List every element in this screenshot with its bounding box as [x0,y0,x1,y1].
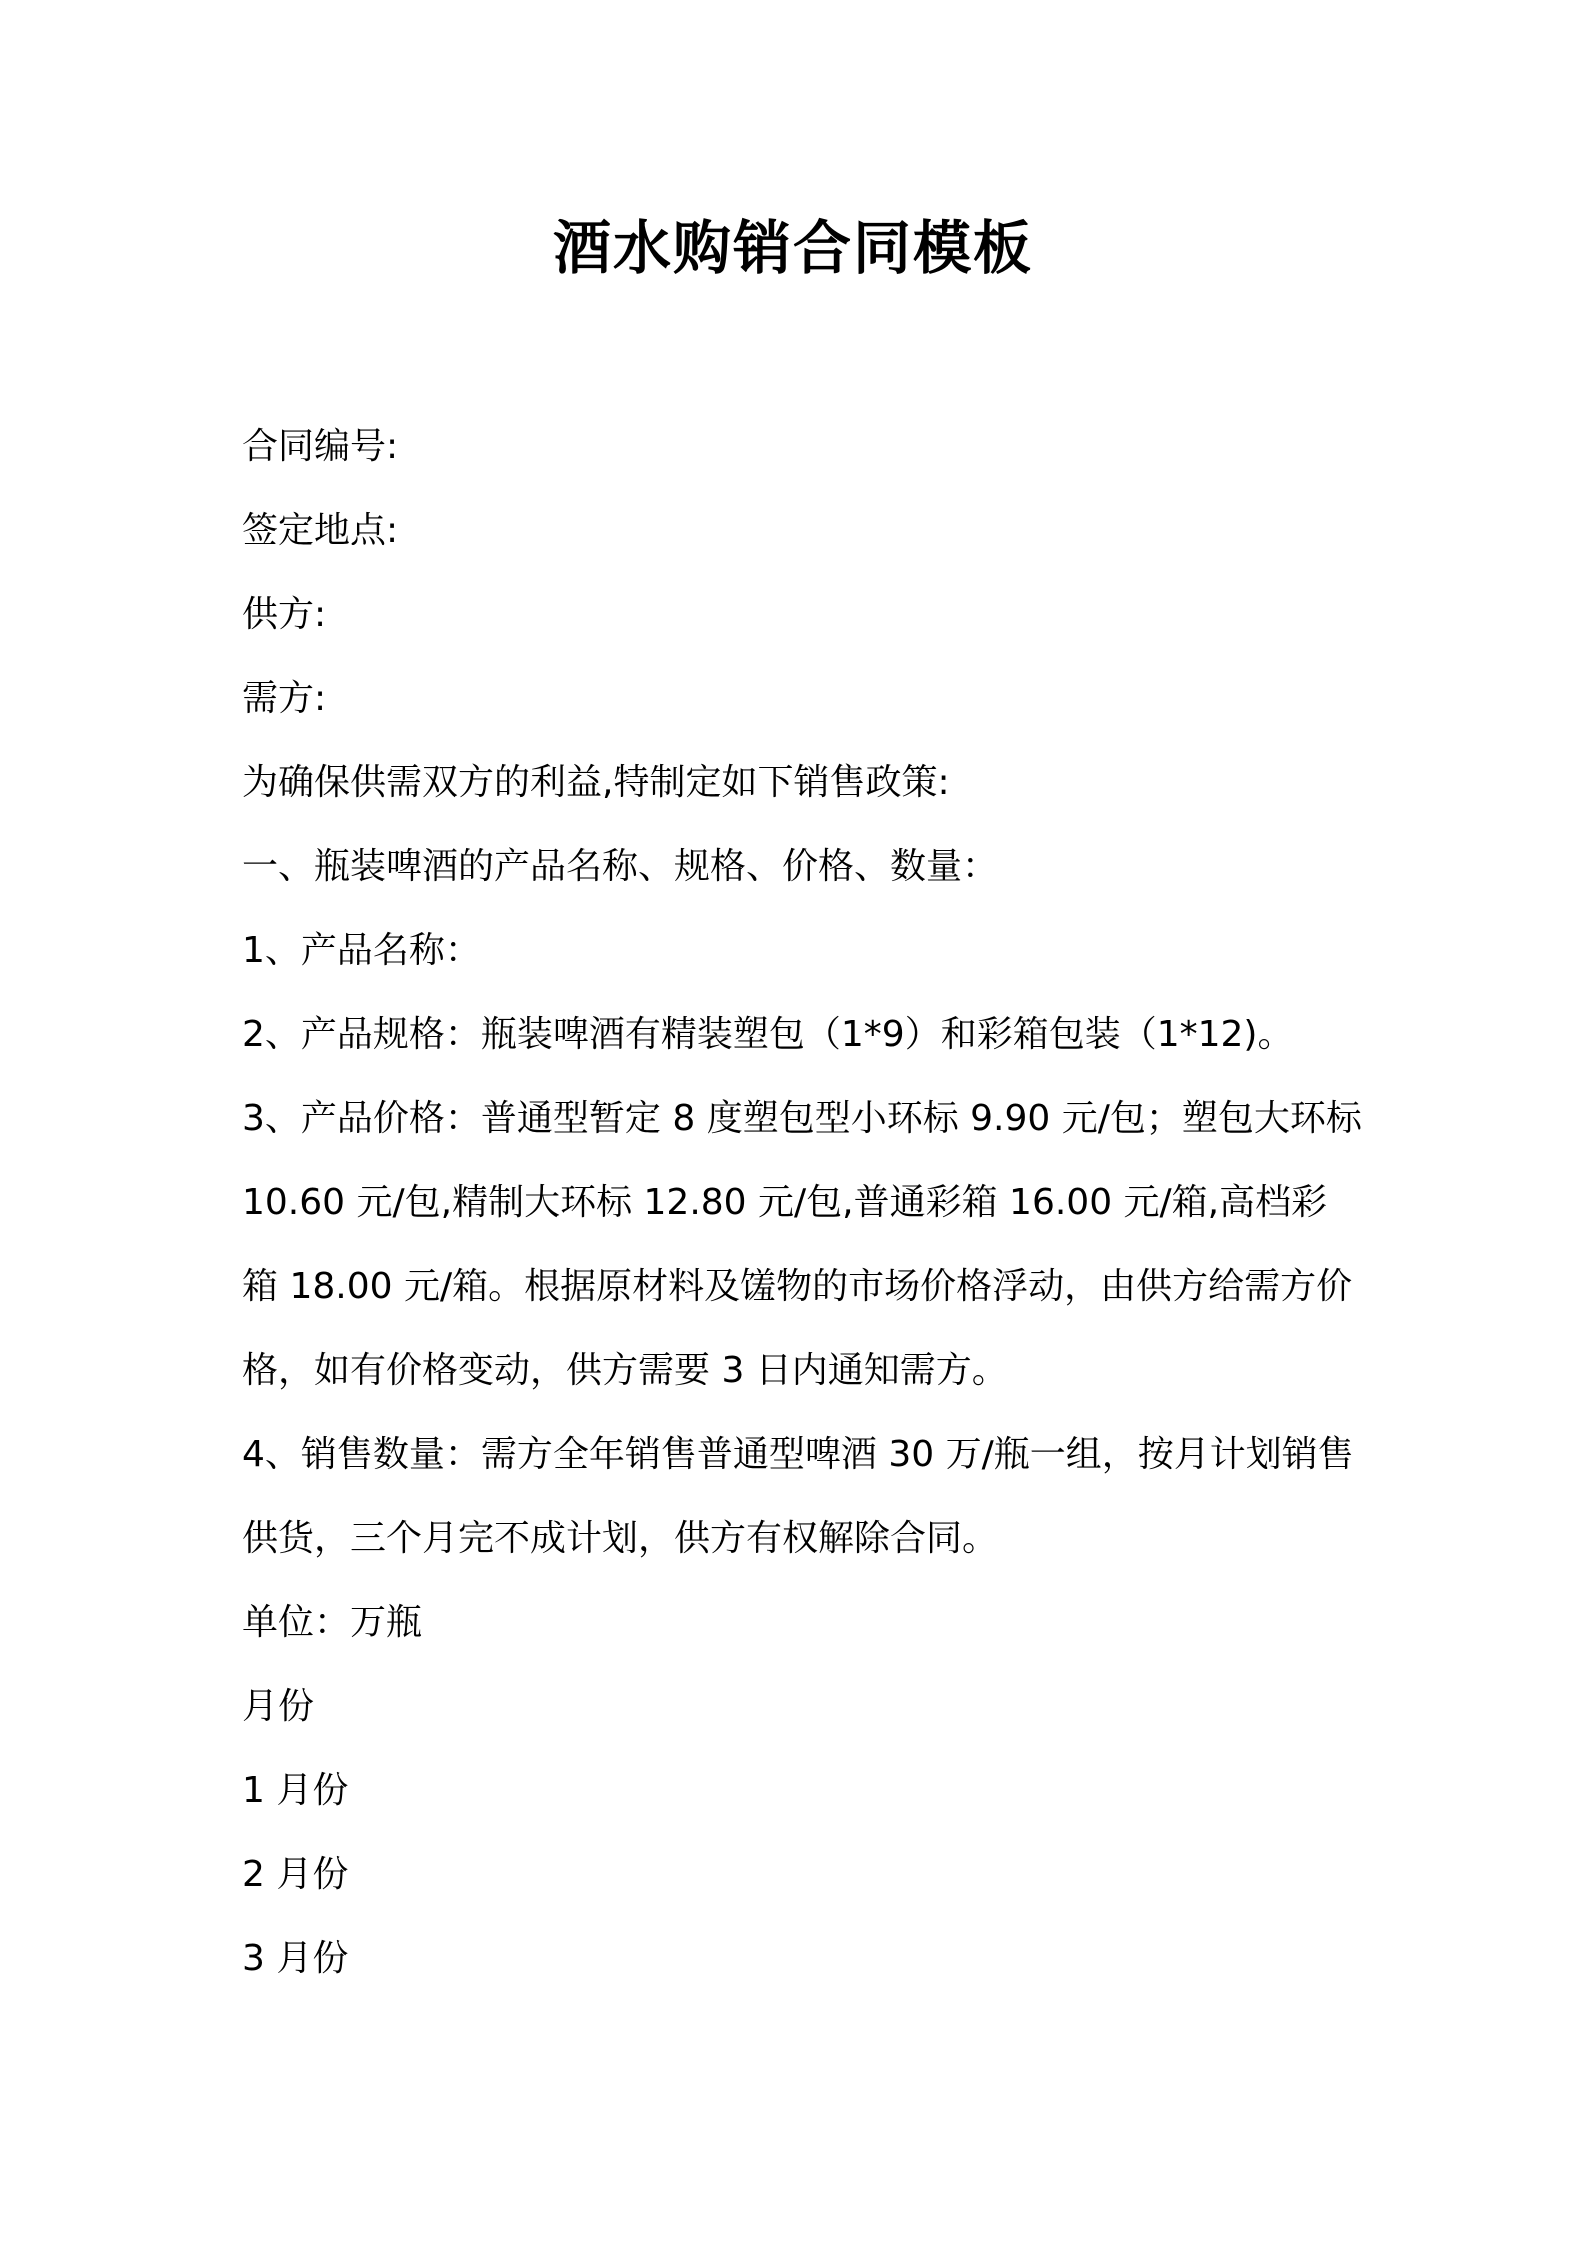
product-name-item: 1、产品名称： [242,930,481,971]
month-row: 3 月份 [242,1938,349,1979]
section-one-heading: 一、瓶装啤酒的产品名称、规格、价格、数量： [242,846,999,887]
product-price-item: 3、产品价格：普通型暂定 8 度塑包型小环标 9.90 元/包；塑包大环标 10.60 元/包,精制大环标 12.80 元/包,普通彩箱 16.00 元/箱,高档彩箱 18.00 元/箱。根据原材料及馐物的市场价格浮动，由供方给需方价格，如有价格变动，供方需要 3 日内通知需方。 [242,1098,1362,1391]
product-spec-item: 2、产品规格：瓶装啤酒有精装塑包（1*9）和彩箱包装（1*12)。 [242,1014,1294,1055]
supplier-line: 供方: [242,594,327,635]
document-body [242,405,1362,2001]
signing-place-line: 签定地点: [242,510,399,551]
document-title: 酒水购销合同模板 [552,214,1033,282]
contract-number-line: 合同编号: [242,426,399,467]
sales-quantity-item: 4、销售数量：需方全年销售普通型啤酒 30 万/瓶一组，按月计划销售供货，三个月完不成计划，供方有权解除合同。 [242,1434,1354,1559]
month-header: 月份 [242,1686,315,1727]
month-row: 2 月份 [242,1854,349,1895]
policy-intro: 为确保供需双方的利益,特制定如下销售政策: [242,762,950,803]
month-row: 1 月份 [242,1770,349,1811]
unit-line: 单位：万瓶 [242,1602,423,1643]
buyer-line: 需方: [242,678,327,719]
